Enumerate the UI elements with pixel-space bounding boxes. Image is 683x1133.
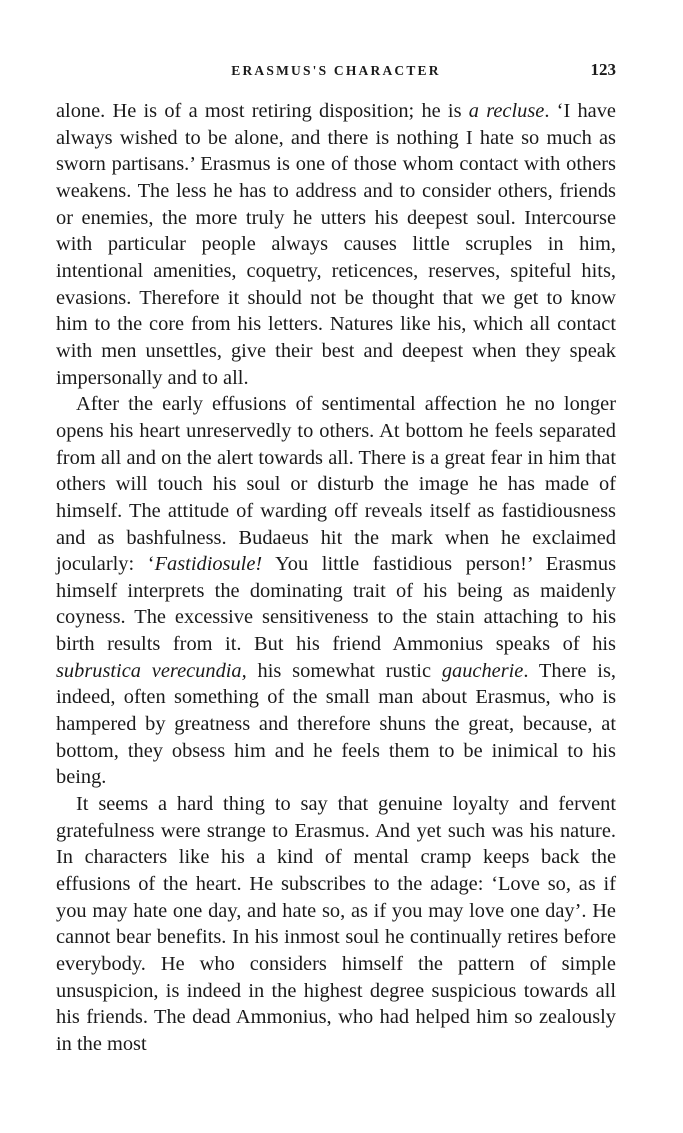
body-text (56, 98, 616, 1058)
page-number: 123 (590, 60, 616, 79)
text-run: . There is, indeed, often something of the small man about Erasmus, who is hampered by greatness and therefore shuns the great, because, at bottom, they obsess him and he feels them to be inimical to his being. (56, 659, 616, 789)
text-run: You little fastidious person!’ Erasmus himself interprets the dominating trait of his being as maidenly coyness. The excessive sensitiveness to the stain attaching to his birth results from it. But his friend Ammonius speaks of his (56, 553, 617, 656)
text-run: After the early effusions of sentimental affection he no longer opens his heart unreservedly to others. At bottom he feels separated from all and on the alert towards all. There is a great fear in him that others will touch his soul or disturb the image he has made of himself. The attitude of warding off reveals itself as fastidiousness and as bashfulness. Budaeus hit the mark when he exclaimed jocularly: ‘ (56, 393, 616, 576)
paragraph-3 (56, 791, 616, 1058)
text-run: It seems a hard thing to say that genuine loyalty and fervent gratefulness were strange to Erasmus. And yet such was his nature. In characters like his a kind of mental cramp keeps back the effusions of the heart. He subscribes to the adage: ‘Love so, as if you may hate one day, and hate so, as if you may love one day’. He cannot bear benefits. In his inmost soul he continually retires before everybody. He who considers himself the pattern of simple unsuspicion, is indeed in the highest degree suspicious towards all his friends. The dead Ammonius, who had helped him so zealously in the most (56, 793, 616, 1055)
italic-phrase: Fastidiosule! (154, 553, 263, 576)
paragraph-1 (56, 98, 616, 391)
italic-phrase: gaucherie (441, 659, 524, 682)
text-run: alone. He is of a most retiring disposition; he is (56, 100, 469, 122)
running-header (56, 58, 616, 84)
italic-phrase: a recluse (468, 100, 545, 122)
paragraph-2 (56, 391, 616, 791)
text-run: . ‘I have always wished to be alone, and there is nothing I hate so much as sworn partisans.’ Erasmus is one of those whom contact with others weakens. The less he has to address and to consider others, friends or enemies, the more truly he utters his deepest soul. Intercourse with particular people always causes little scruples in him, intentional amenities, coquetry, reticences, reserves, spiteful hits, evasions. Therefore it should not be thought that we get to know him to the core from his letters. Natures like his, which all contact with men unsettles, give their best and deepest when they speak impersonally and to all. (56, 100, 616, 389)
chapter-title: ERASMUS'S CHARACTER (231, 63, 441, 78)
text-run: his somewhat rustic (246, 659, 442, 682)
book-page (56, 58, 616, 1058)
italic-phrase: subrustica verecundia, (56, 659, 247, 682)
